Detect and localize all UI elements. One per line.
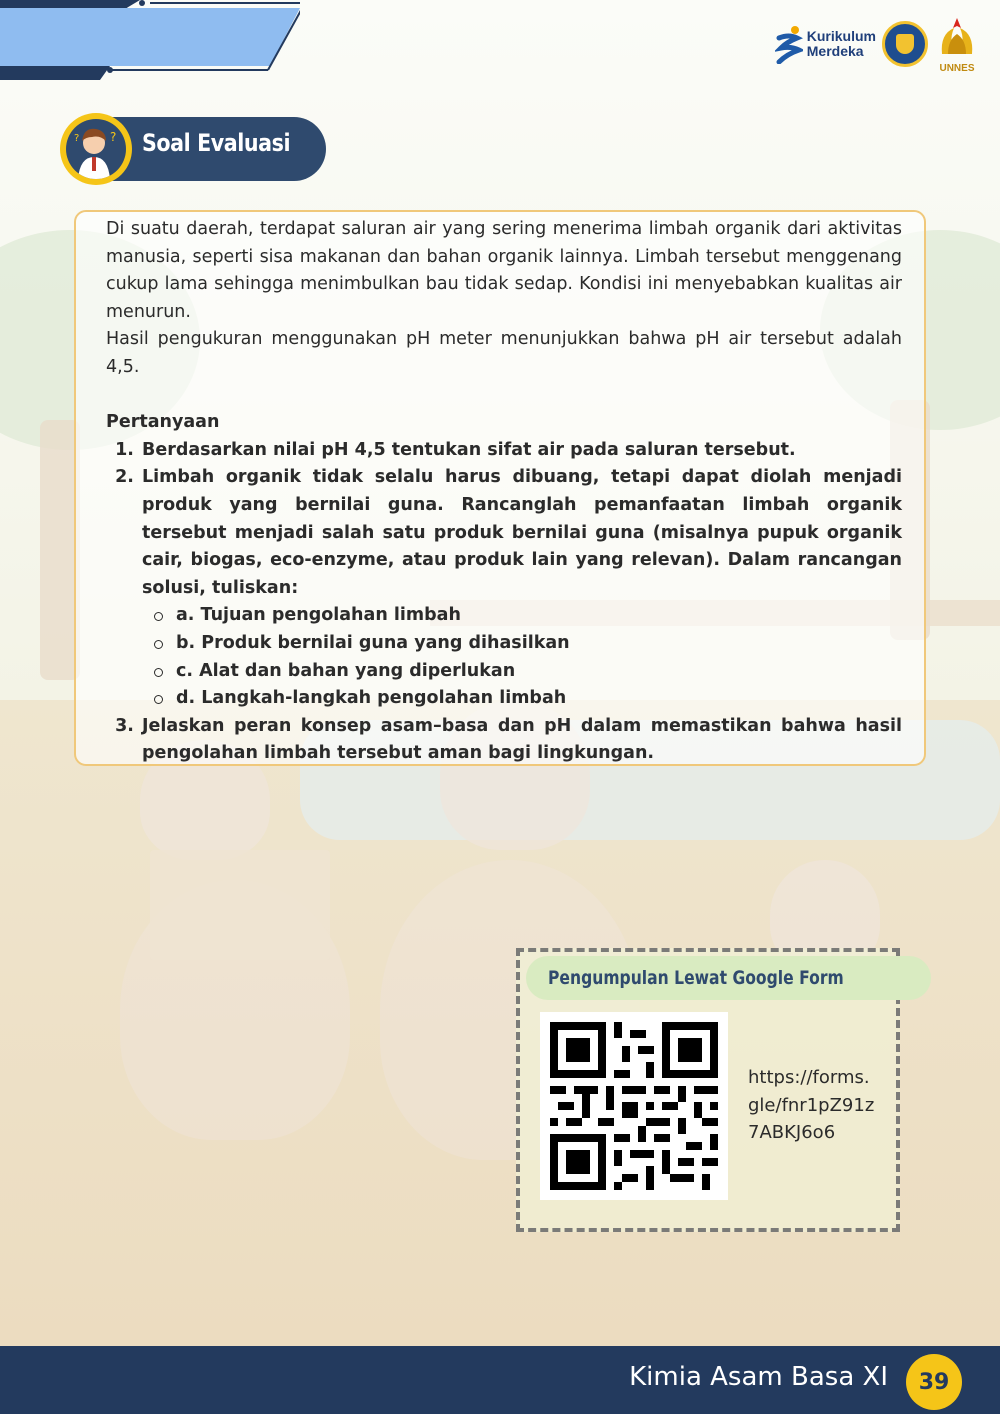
sub-item-a: a. Tujuan pengolahan limbah <box>152 602 902 630</box>
question-item-2 <box>140 464 902 712</box>
section-title-badge <box>60 113 326 183</box>
merdeka-label: Merdeka <box>806 43 864 59</box>
sub-item-b: b. Produk bernilai guna yang dihasilkan <box>152 630 902 658</box>
google-form-qr-code[interactable] <box>540 1012 728 1200</box>
page-footer <box>0 1346 1000 1414</box>
question-item-3 <box>140 713 902 768</box>
page-number: 39 <box>906 1354 962 1410</box>
questions-heading: Pertanyaan <box>106 412 220 433</box>
sub-item-c: c. Alat dan bahan yang diperlukan <box>152 658 902 686</box>
unnes-logo <box>934 14 980 74</box>
evaluation-card <box>74 210 926 766</box>
qr-code-icon <box>550 1022 718 1190</box>
thinking-student-icon <box>66 119 126 179</box>
question-text-2: Limbah organik tidak selalu harus dibuang, tetapi dapat diolah menjadi produk yang bernilai guna. Rancanglah pemanfaatan limbah organik tersebut menjadi salah satu produk bernilai guna (misalnya pupuk organik cair, biogas, eco-enzyme, atau produk lain yang relevan). Dalam rancangan solusi, tuliskan: <box>142 467 902 598</box>
submission-label-text: Pengumpulan Lewat Google Form <box>548 967 844 989</box>
kurikulum-merdeka-icon <box>775 24 803 64</box>
student-avatar <box>60 113 132 185</box>
header-decoration <box>0 0 300 80</box>
case-paragraph-1: Di suatu daerah, terdapat saluran air yang sering menerima limbah organik dari aktivitas manusia, seperti sisa makanan dan bahan organik lainnya. Limbah tersebut menggenang cukup lama sehingga menimbulkan bau tidak sedap. Kondisi ini menyebabkan kualitas air menurun. <box>106 219 902 322</box>
question-list <box>106 437 902 768</box>
case-paragraph-2: Hasil pengukuran menggunakan pH meter menunjukkan bahwa pH air tersebut adalah 4,5. <box>106 329 902 377</box>
unnes-emblem-icon <box>934 14 980 58</box>
kurikulum-label: Kurikulum <box>806 28 876 44</box>
google-form-link[interactable]: https://forms.gle/fnr1pZ91z7ABKJ6o6 <box>748 1067 875 1143</box>
submission-label <box>526 956 931 1000</box>
background-recycle-box <box>150 850 330 960</box>
sub-item-d: d. Langkah-langkah pengolahan limbah <box>152 685 902 713</box>
header-logos <box>775 14 980 74</box>
section-title: Soal Evaluasi <box>142 129 291 157</box>
kurikulum-merdeka-logo <box>775 24 876 64</box>
footer-title: Kimia Asam Basa XI <box>629 1362 888 1392</box>
submission-panel <box>516 948 900 1232</box>
unnes-label: UNNES <box>939 63 975 74</box>
tut-wuri-handayani-logo <box>882 21 928 67</box>
question-text-1: Berdasarkan nilai pH 4,5 tentukan sifat air pada saluran tersebut. <box>142 439 796 460</box>
svg-text:?: ? <box>74 133 80 144</box>
svg-text:?: ? <box>110 130 117 144</box>
question-2-sublist <box>142 602 902 712</box>
question-item-1 <box>140 437 902 465</box>
question-text-3: Jelaskan peran konsep asam–basa dan pH dalam memastikan bahwa hasil pengolahan limbah tersebut aman bagi lingkungan. <box>142 715 902 764</box>
